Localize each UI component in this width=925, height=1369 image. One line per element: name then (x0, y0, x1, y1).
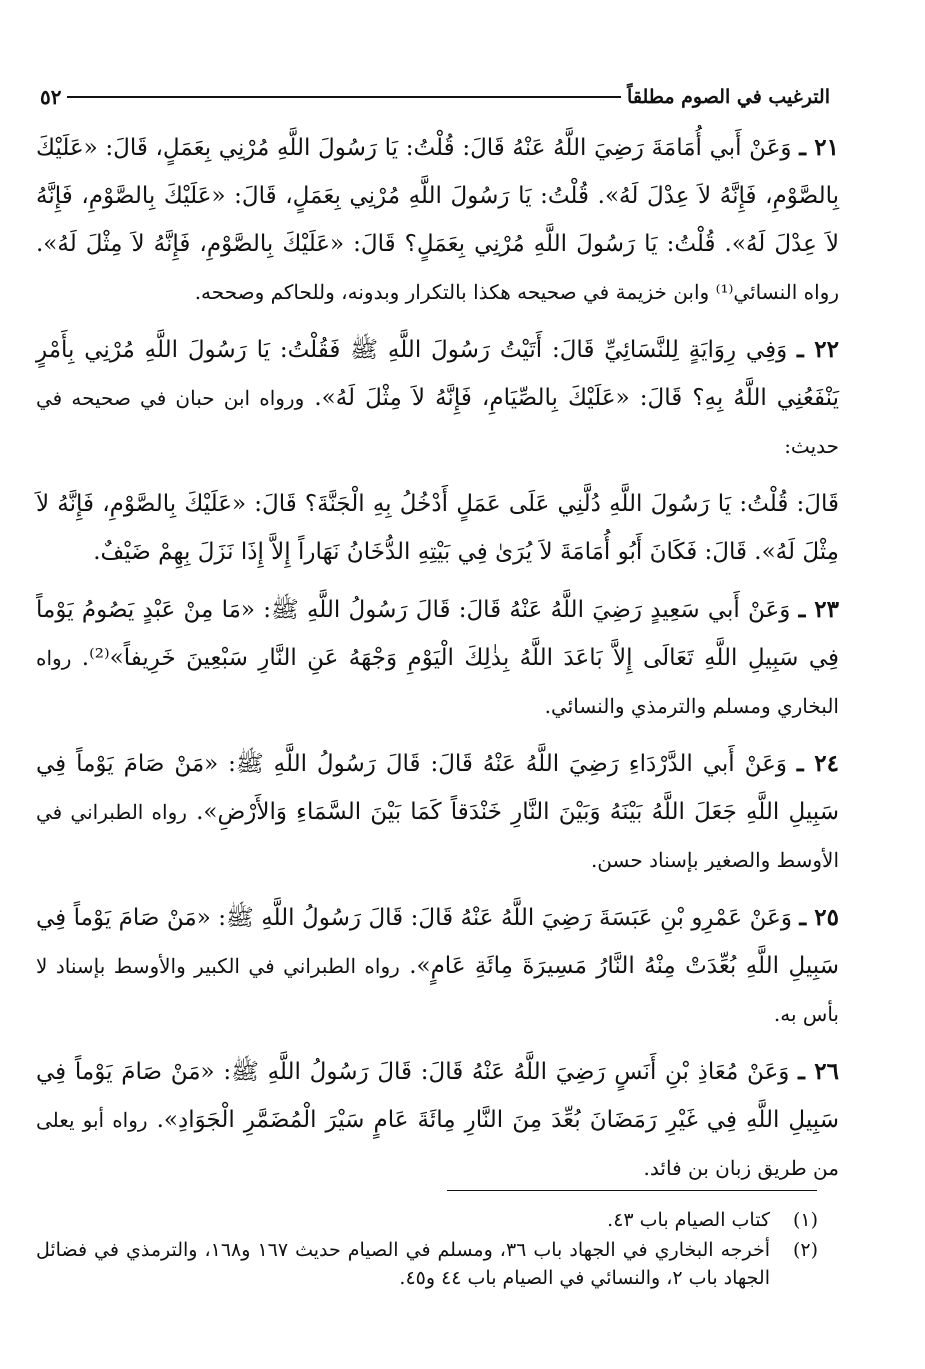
hadith-paragraph (36, 894, 839, 1038)
footnote (36, 1206, 818, 1234)
footnotes (36, 1206, 818, 1294)
hadith-source: رواه أبو يعلى من طريق زبان بن فائد. (36, 1108, 839, 1180)
hadith-source: رواه الطبراني في الكبير والأوسط بإسناد لا بأس به. (36, 954, 839, 1026)
hadith-paragraph (36, 326, 839, 470)
hadith-paragraph (36, 124, 839, 316)
header-rule (67, 96, 621, 98)
hadith-number: ٢٢ ـ (797, 336, 839, 363)
hadith-number: ٢٥ ـ (799, 904, 839, 931)
footnote-separator (447, 1190, 817, 1191)
footnote-number: (١) (792, 1209, 818, 1231)
hadith-source: رواه النسائي⁽¹⁾ وابن خزيمة في صحيحه هكذا بالتكرار وبدونه، وللحاكم وصححه. (194, 280, 839, 304)
main-text (36, 124, 839, 1202)
hadith-number: ٢١ ـ (799, 134, 839, 161)
hadith-paragraph (36, 586, 839, 730)
hadith-text: وَعَنْ أَبي سَعِيدٍ رَضِيَ اللَّهُ عَنْهُ قَالَ: قَالَ رَسُولُ اللَّهِ ﷺ: «مَا مِنْ عَبْدٍ يَصُومُ يَوْماً فِي سَبِيلِ اللَّهِ تَعَالَى إِلاَّ بَاعَدَ اللَّهُ بِذٰلِكَ الْيَوْمِ وَجْهَهُ عَنِ النَّارِ سَبْعِينَ خَرِيفاً»⁽²⁾. (36, 597, 840, 671)
footnote-text: كتاب الصيام باب ٤٣. (607, 1209, 770, 1231)
hadith-text: وَفِي رِوَايَةٍ لِلنَّسَائِيِّ قَالَ: أَتَيْتُ رَسُولَ اللَّهِ ﷺ فَقُلْتُ: يَا رَسُولَ اللَّهِ مُرْنِي بِأَمْرٍ يَنْفَعُنِي اللَّهُ بِهِ؟ قَالَ: «عَلَيْكَ بِالصِّيَامِ، فَإِنَّهُ لاَ مِثْلَ لَهُ». (36, 337, 839, 411)
hadith-text: وَعَنْ أَبي الدَّرْدَاءِ رَضِيَ اللَّهُ عَنْهُ قَالَ: قَالَ رَسُولُ اللَّهِ ﷺ: «مَنْ صَامَ يَوْماً فِي سَبِيلِ اللَّهِ جَعَلَ اللَّهُ بَيْنَهُ وَبَيْنَ النَّارِ خَنْدَقاً كَمَا بَيْنَ السَّمَاءِ وَالأَرْضِ». (36, 751, 840, 825)
running-header (30, 82, 840, 112)
hadith-source: رواه البخاري ومسلم والترمذي والنسائي. (36, 646, 839, 718)
page-number: ٥٢ (40, 85, 62, 109)
hadith-number: ٢٤ ـ (796, 750, 840, 777)
hadith-paragraph (36, 740, 839, 884)
footnote (36, 1236, 818, 1292)
hadith-text: قَالَ: قُلْتُ: يَا رَسُولَ اللَّهِ دُلَّنِي عَلَى عَمَلٍ أَدْخُلُ بِهِ الْجَنَّةَ؟ قَالَ: «عَلَيْكَ بِالصَّوْمِ، فَإِنَّهُ لاَ مِثْلَ لَهُ». قَالَ: فَكَانَ أَبُو أُمَامَةَ لاَ يُرَىٰ فِي بَيْتِهِ الدُّخَانُ نَهَاراً إِلاَّ إِذَا نَزَلَ بِهِمْ ضَيْفٌ. (36, 491, 839, 565)
hadith-number: ٢٦ ـ (798, 1058, 839, 1085)
hadith-text: وَعَنْ أَبي أُمَامَةَ رَضِيَ اللَّهُ عَنْهُ قَالَ: قُلْتُ: يَا رَسُولَ اللَّهِ مُرْنِي بِعَمَلٍ، قَالَ: «عَلَيْكَ بِالصَّوْمِ، فَإِنَّهُ لاَ عِدْلَ لَهُ». قُلْتُ: يَا رَسُولَ اللَّهِ مُرْنِي بِعَمَلٍ، قَالَ: «عَلَيْكَ بِالصَّوْمِ، فَإِنَّهُ لاَ عِدْلَ لَهُ». قُلْتُ: يَا رَسُولَ اللَّهِ مُرْنِي بِعَمَلٍ؟ قَالَ: «عَلَيْكَ بِالصَّوْمِ، فَإِنَّهُ لاَ مِثْلَ لَهُ». (36, 135, 839, 257)
hadith-text: وَعَنْ عَمْرِو بْنِ عَبَسَةَ رَضِيَ اللَّهُ عَنْهُ قَالَ: قَالَ رَسُولُ اللَّهِ ﷺ: «مَنْ صَامَ يَوْماً فِي سَبِيلِ اللَّهِ بُعِّدَتْ مِنْهُ النَّارُ مَسِيرَةَ مِائَةِ عَامٍ». (36, 905, 840, 979)
running-title: الترغيب في الصوم مطلقاً (627, 86, 830, 108)
hadith-paragraph (36, 1048, 839, 1192)
hadith-source: رواه الطبراني في الأوسط والصغير بإسناد حسن. (36, 800, 839, 872)
footnote-text: أخرجه البخاري في الجهاد باب ٣٦، ومسلم في الصيام حديث ١٦٧ و١٦٨، والترمذي في فضائل الجهاد باب ٢، والنسائي في الصيام باب ٤٤ و٤٥. (36, 1239, 771, 1289)
footnote-number: (٢) (792, 1239, 818, 1261)
hadith-number: ٢٣ ـ (798, 596, 839, 623)
hadith-paragraph (36, 480, 839, 576)
hadith-source: ورواه ابن حبان في صحيحه في حديث: (36, 386, 839, 458)
hadith-text: وَعَنْ مُعَاذِ بْنِ أَنَسٍ رَضِيَ اللَّهُ عَنْهُ قَالَ: قَالَ رَسُولُ اللَّهِ ﷺ: «مَنْ صَامَ يَوْماً فِي سَبِيلِ اللَّهِ فِي غَيْرِ رَمَضَانَ بُعِّدَ مِنَ النَّارِ مِائَةَ عَامٍ سَيْرَ الْمُضَمَّرِ الْجَوَادِ». (36, 1059, 840, 1133)
